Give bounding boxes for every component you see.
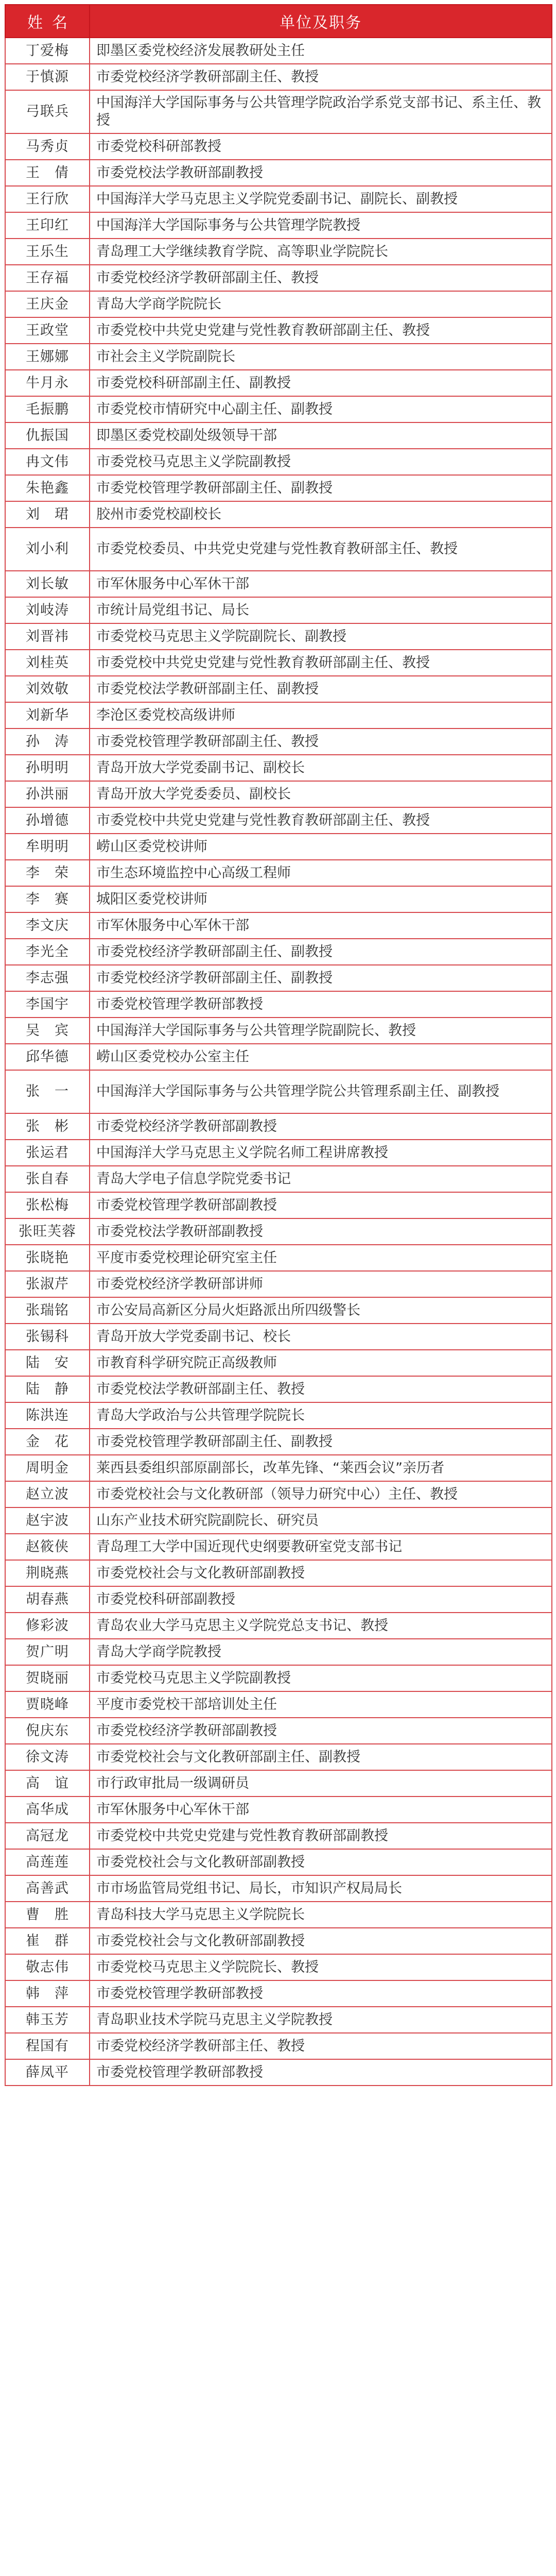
- unit-and-position: 市军休服务中心军休干部: [90, 912, 552, 939]
- person-name: 陈洪连: [5, 1402, 90, 1429]
- unit-and-position: 市委党校法学教研部副教授: [90, 160, 552, 186]
- table-row: [5, 317, 552, 344]
- person-name: 胡春燕: [5, 1586, 90, 1613]
- unit-and-position: 市委党校科研部教授: [90, 133, 552, 160]
- table-row: [5, 2033, 552, 2059]
- table-row: [5, 1245, 552, 1271]
- unit-and-position: 市委党校管理学教研部副教授: [90, 1192, 552, 1218]
- table-row: [5, 623, 552, 650]
- unit-and-position: 市教育科学研究院正高级教师: [90, 1350, 552, 1376]
- table-row: [5, 1718, 552, 1744]
- unit-and-position: 市委党校社会与文化教研部副教授: [90, 1560, 552, 1586]
- table-row: [5, 1070, 552, 1113]
- table-row: [5, 1018, 552, 1044]
- table-row: [5, 422, 552, 449]
- person-name: 刘 珺: [5, 501, 90, 528]
- table-row: [5, 571, 552, 597]
- person-name: 刘效敬: [5, 676, 90, 702]
- unit-and-position: 平度市委党校干部培训处主任: [90, 1691, 552, 1718]
- table-row: [5, 1613, 552, 1639]
- table-row: [5, 1402, 552, 1429]
- unit-and-position: 城阳区委党校讲师: [90, 886, 552, 912]
- unit-and-position: 青岛职业技术学院马克思主义学院教授: [90, 2007, 552, 2033]
- person-name: 刘长敏: [5, 571, 90, 597]
- table-row: [5, 1140, 552, 1166]
- table-row: [5, 212, 552, 239]
- person-name: 弓联兵: [5, 90, 90, 133]
- unit-and-position: 市委党校中共党史党建与党性教育教研部副主任、教授: [90, 317, 552, 344]
- table-row: [5, 38, 552, 64]
- unit-and-position: 市委党校管理学教研部副主任、副教授: [90, 1429, 552, 1455]
- person-name: 于慎源: [5, 64, 90, 90]
- unit-and-position: 市军休服务中心军休干部: [90, 1797, 552, 1823]
- person-name: 陆 静: [5, 1376, 90, 1402]
- person-name: 徐文涛: [5, 1744, 90, 1770]
- table-row: [5, 1691, 552, 1718]
- person-name: 张自春: [5, 1166, 90, 1192]
- person-name: 修彩波: [5, 1613, 90, 1639]
- table-row: [5, 1770, 552, 1797]
- unit-and-position: 市委党校中共党史党建与党性教育教研部副主任、教授: [90, 807, 552, 834]
- table-row: [5, 597, 552, 623]
- person-name: 刘新华: [5, 702, 90, 728]
- person-name: 牟明明: [5, 834, 90, 860]
- unit-and-position: 市行政审批局一级调研员: [90, 1770, 552, 1797]
- table-row: [5, 1665, 552, 1691]
- person-name: 李国宇: [5, 991, 90, 1018]
- unit-and-position: 市委党校委员、中共党史党建与党性教育教研部主任、教授: [90, 528, 552, 571]
- person-name: 程国有: [5, 2033, 90, 2059]
- unit-and-position: 市生态环境监控中心高级工程师: [90, 860, 552, 886]
- unit-and-position: 市委党校社会与文化教研部副教授: [90, 1928, 552, 1954]
- table-row: [5, 676, 552, 702]
- table-row: [5, 1560, 552, 1586]
- person-name: 薛凤平: [5, 2059, 90, 2086]
- roster-table: [5, 4, 552, 2086]
- person-name: 王存福: [5, 265, 90, 291]
- table-row: [5, 64, 552, 90]
- table-row: [5, 1534, 552, 1560]
- person-name: 张运君: [5, 1140, 90, 1166]
- unit-column-header: 单位及职务: [90, 5, 552, 38]
- table-row: [5, 1954, 552, 1980]
- person-name: 王庆金: [5, 291, 90, 317]
- unit-and-position: 青岛开放大学党委副书记、校长: [90, 1324, 552, 1350]
- unit-and-position: 市委党校经济学教研部副主任、副教授: [90, 939, 552, 965]
- person-name: 李 荣: [5, 860, 90, 886]
- unit-and-position: 市委党校经济学教研部副教授: [90, 1113, 552, 1140]
- table-row: [5, 449, 552, 475]
- person-name: 贺广明: [5, 1639, 90, 1665]
- unit-and-position: 青岛开放大学党委副书记、副校长: [90, 755, 552, 781]
- person-name: 高莲莲: [5, 1849, 90, 1875]
- person-name: 周明金: [5, 1455, 90, 1481]
- unit-and-position: 即墨区委党校经济发展教研处主任: [90, 38, 552, 64]
- table-row: [5, 1218, 552, 1245]
- person-name: 孙 涛: [5, 728, 90, 755]
- person-name: 张锡科: [5, 1324, 90, 1350]
- unit-and-position: 市委党校中共党史党建与党性教育教研部副教授: [90, 1823, 552, 1849]
- table-row: [5, 834, 552, 860]
- person-name: 王行欣: [5, 186, 90, 212]
- table-row: [5, 1324, 552, 1350]
- person-name: 吴 宾: [5, 1018, 90, 1044]
- unit-and-position: 市军休服务中心军休干部: [90, 571, 552, 597]
- unit-and-position: 市委党校社会与文化教研部副主任、副教授: [90, 1744, 552, 1770]
- unit-and-position: 山东产业技术研究院副院长、研究员: [90, 1507, 552, 1534]
- unit-and-position: 市委党校经济学教研部副教授: [90, 1718, 552, 1744]
- unit-and-position: 胶州市委党校副校长: [90, 501, 552, 528]
- person-name: 韩 萍: [5, 1980, 90, 2007]
- table-row: [5, 1044, 552, 1070]
- person-name: 张 一: [5, 1070, 90, 1113]
- table-row: [5, 1297, 552, 1324]
- person-name: 倪庆东: [5, 1718, 90, 1744]
- table-row: [5, 1902, 552, 1928]
- unit-and-position: 市委党校管理学教研部副主任、教授: [90, 728, 552, 755]
- table-row: [5, 2059, 552, 2086]
- unit-and-position: 中国海洋大学国际事务与公共管理学院政治学系党支部书记、系主任、教授: [90, 90, 552, 133]
- unit-and-position: 市委党校马克思主义学院副教授: [90, 449, 552, 475]
- unit-and-position: 市公安局高新区分局火炬路派出所四级警长: [90, 1297, 552, 1324]
- table-row: [5, 1639, 552, 1665]
- unit-and-position: 平度市委党校理论研究室主任: [90, 1245, 552, 1271]
- table-row: [5, 781, 552, 807]
- unit-and-position: 市委党校经济学教研部主任、教授: [90, 2033, 552, 2059]
- unit-and-position: 中国海洋大学马克思主义学院党委副书记、副院长、副教授: [90, 186, 552, 212]
- unit-and-position: 市委党校法学教研部副主任、副教授: [90, 676, 552, 702]
- person-name: 孙洪丽: [5, 781, 90, 807]
- table-row: [5, 1980, 552, 2007]
- person-name: 陆 安: [5, 1350, 90, 1376]
- table-row: [5, 1350, 552, 1376]
- table-row: [5, 1823, 552, 1849]
- unit-and-position: 青岛理工大学继续教育学院、高等职业学院院长: [90, 239, 552, 265]
- person-name: 刘小利: [5, 528, 90, 571]
- person-name: 李文庆: [5, 912, 90, 939]
- person-name: 王政堂: [5, 317, 90, 344]
- unit-and-position: 市委党校马克思主义学院副教授: [90, 1665, 552, 1691]
- table-row: [5, 133, 552, 160]
- table-row: [5, 239, 552, 265]
- unit-and-position: 市委党校管理学教研部副主任、副教授: [90, 475, 552, 501]
- table-row: [5, 939, 552, 965]
- table-row: [5, 1849, 552, 1875]
- unit-and-position: 市委党校经济学教研部副主任、副教授: [90, 965, 552, 991]
- person-name: 孙增德: [5, 807, 90, 834]
- person-name: 金 花: [5, 1429, 90, 1455]
- table-row: [5, 344, 552, 370]
- unit-and-position: 即墨区委党校副处级领导干部: [90, 422, 552, 449]
- unit-and-position: 莱西县委组织部原副部长，改革先锋、“莱西会议”亲历者: [90, 1455, 552, 1481]
- table-row: [5, 807, 552, 834]
- unit-and-position: 崂山区委党校讲师: [90, 834, 552, 860]
- unit-and-position: 市委党校马克思主义学院院长、教授: [90, 1954, 552, 1980]
- unit-and-position: 市委党校管理学教研部教授: [90, 1980, 552, 2007]
- person-name: 丁爱梅: [5, 38, 90, 64]
- unit-and-position: 市市场监管局党组书记、局长，市知识产权局局长: [90, 1875, 552, 1902]
- person-name: 张淑芹: [5, 1271, 90, 1297]
- table-row: [5, 991, 552, 1018]
- table-row: [5, 1507, 552, 1534]
- table-row: [5, 528, 552, 571]
- person-name: 崔 群: [5, 1928, 90, 1954]
- table-row: [5, 886, 552, 912]
- unit-and-position: 市委党校科研部副主任、副教授: [90, 370, 552, 396]
- table-row: [5, 1744, 552, 1770]
- person-name: 李光全: [5, 939, 90, 965]
- table-row: [5, 1797, 552, 1823]
- unit-and-position: 市委党校经济学教研部副主任、教授: [90, 265, 552, 291]
- person-name: 高华成: [5, 1797, 90, 1823]
- table-row: [5, 1376, 552, 1402]
- person-name: 张旺芙蓉: [5, 1218, 90, 1245]
- unit-and-position: 青岛开放大学党委委员、副校长: [90, 781, 552, 807]
- roster-body: [5, 38, 552, 2086]
- person-name: 冉文伟: [5, 449, 90, 475]
- unit-and-position: 中国海洋大学国际事务与公共管理学院副院长、教授: [90, 1018, 552, 1044]
- person-name: 王 倩: [5, 160, 90, 186]
- table-row: [5, 912, 552, 939]
- table-row: [5, 370, 552, 396]
- person-name: 高冠龙: [5, 1823, 90, 1849]
- table-row: [5, 291, 552, 317]
- unit-and-position: 市委党校法学教研部副主任、教授: [90, 1376, 552, 1402]
- unit-and-position: 中国海洋大学国际事务与公共管理学院教授: [90, 212, 552, 239]
- table-row: [5, 1875, 552, 1902]
- unit-and-position: 青岛大学商学院院长: [90, 291, 552, 317]
- unit-and-position: 青岛大学政治与公共管理学院院长: [90, 1402, 552, 1429]
- table-row: [5, 860, 552, 886]
- table-row: [5, 90, 552, 133]
- person-name: 马秀贞: [5, 133, 90, 160]
- unit-and-position: 崂山区委党校办公室主任: [90, 1044, 552, 1070]
- unit-and-position: 青岛农业大学马克思主义学院党总支书记、教授: [90, 1613, 552, 1639]
- unit-and-position: 青岛大学商学院教授: [90, 1639, 552, 1665]
- person-name: 毛振鹏: [5, 396, 90, 422]
- unit-and-position: 市委党校马克思主义学院副院长、副教授: [90, 623, 552, 650]
- person-name: 刘岐涛: [5, 597, 90, 623]
- person-name: 仇振国: [5, 422, 90, 449]
- table-row: [5, 1586, 552, 1613]
- person-name: 荆晓燕: [5, 1560, 90, 1586]
- person-name: 邱华德: [5, 1044, 90, 1070]
- person-name: 王娜娜: [5, 344, 90, 370]
- unit-and-position: 市委党校社会与文化教研部（领导力研究中心）主任、教授: [90, 1481, 552, 1507]
- unit-and-position: 市委党校经济学教研部副主任、教授: [90, 64, 552, 90]
- table-row: [5, 501, 552, 528]
- person-name: 张瑞铭: [5, 1297, 90, 1324]
- table-row: [5, 728, 552, 755]
- table-row: [5, 1271, 552, 1297]
- unit-and-position: 青岛理工大学中国近现代史纲要教研室党支部书记: [90, 1534, 552, 1560]
- table-row: [5, 650, 552, 676]
- table-row: [5, 160, 552, 186]
- unit-and-position: 市委党校管理学教研部教授: [90, 991, 552, 1018]
- table-row: [5, 1455, 552, 1481]
- unit-and-position: 市委党校社会与文化教研部副教授: [90, 1849, 552, 1875]
- table-row: [5, 1113, 552, 1140]
- person-name: 朱艳鑫: [5, 475, 90, 501]
- person-name: 孙明明: [5, 755, 90, 781]
- person-name: 赵宇波: [5, 1507, 90, 1534]
- person-name: 高善武: [5, 1875, 90, 1902]
- table-row: [5, 475, 552, 501]
- unit-and-position: 市委党校经济学教研部讲师: [90, 1271, 552, 1297]
- unit-and-position: 市委党校科研部副教授: [90, 1586, 552, 1613]
- person-name: 刘桂英: [5, 650, 90, 676]
- table-row: [5, 2007, 552, 2033]
- table-row: [5, 396, 552, 422]
- table-row: [5, 702, 552, 728]
- person-name: 王乐生: [5, 239, 90, 265]
- person-name: 赵立波: [5, 1481, 90, 1507]
- person-name: 刘晋祎: [5, 623, 90, 650]
- name-column-header: 姓名: [5, 5, 90, 38]
- header-row: [5, 5, 552, 38]
- table-row: [5, 755, 552, 781]
- unit-and-position: 市委党校管理学教研部教授: [90, 2059, 552, 2086]
- unit-and-position: 青岛科技大学马克思主义学院院长: [90, 1902, 552, 1928]
- person-name: 李志强: [5, 965, 90, 991]
- unit-and-position: 中国海洋大学国际事务与公共管理学院公共管理系副主任、副教授: [90, 1070, 552, 1113]
- unit-and-position: 市委党校市情研究中心副主任、副教授: [90, 396, 552, 422]
- table-row: [5, 1166, 552, 1192]
- person-name: 王印红: [5, 212, 90, 239]
- table-row: [5, 1481, 552, 1507]
- table-row: [5, 265, 552, 291]
- table-row: [5, 1928, 552, 1954]
- person-name: 张晓艳: [5, 1245, 90, 1271]
- table-row: [5, 186, 552, 212]
- unit-and-position: 市社会主义学院副院长: [90, 344, 552, 370]
- person-name: 李 赛: [5, 886, 90, 912]
- person-name: 贺晓丽: [5, 1665, 90, 1691]
- person-name: 张 彬: [5, 1113, 90, 1140]
- person-name: 牛月永: [5, 370, 90, 396]
- person-name: 高 谊: [5, 1770, 90, 1797]
- unit-and-position: 中国海洋大学马克思主义学院名师工程讲席教授: [90, 1140, 552, 1166]
- table-row: [5, 965, 552, 991]
- person-name: 贾晓峰: [5, 1691, 90, 1718]
- unit-and-position: 李沧区委党校高级讲师: [90, 702, 552, 728]
- person-name: 张松梅: [5, 1192, 90, 1218]
- person-name: 韩玉芳: [5, 2007, 90, 2033]
- person-name: 赵筱侠: [5, 1534, 90, 1560]
- unit-and-position: 市统计局党组书记、局长: [90, 597, 552, 623]
- table-row: [5, 1192, 552, 1218]
- unit-and-position: 市委党校法学教研部副教授: [90, 1218, 552, 1245]
- person-name: 曹 胜: [5, 1902, 90, 1928]
- table-row: [5, 1429, 552, 1455]
- unit-and-position: 青岛大学电子信息学院党委书记: [90, 1166, 552, 1192]
- unit-and-position: 市委党校中共党史党建与党性教育教研部副主任、教授: [90, 650, 552, 676]
- person-name: 敬志伟: [5, 1954, 90, 1980]
